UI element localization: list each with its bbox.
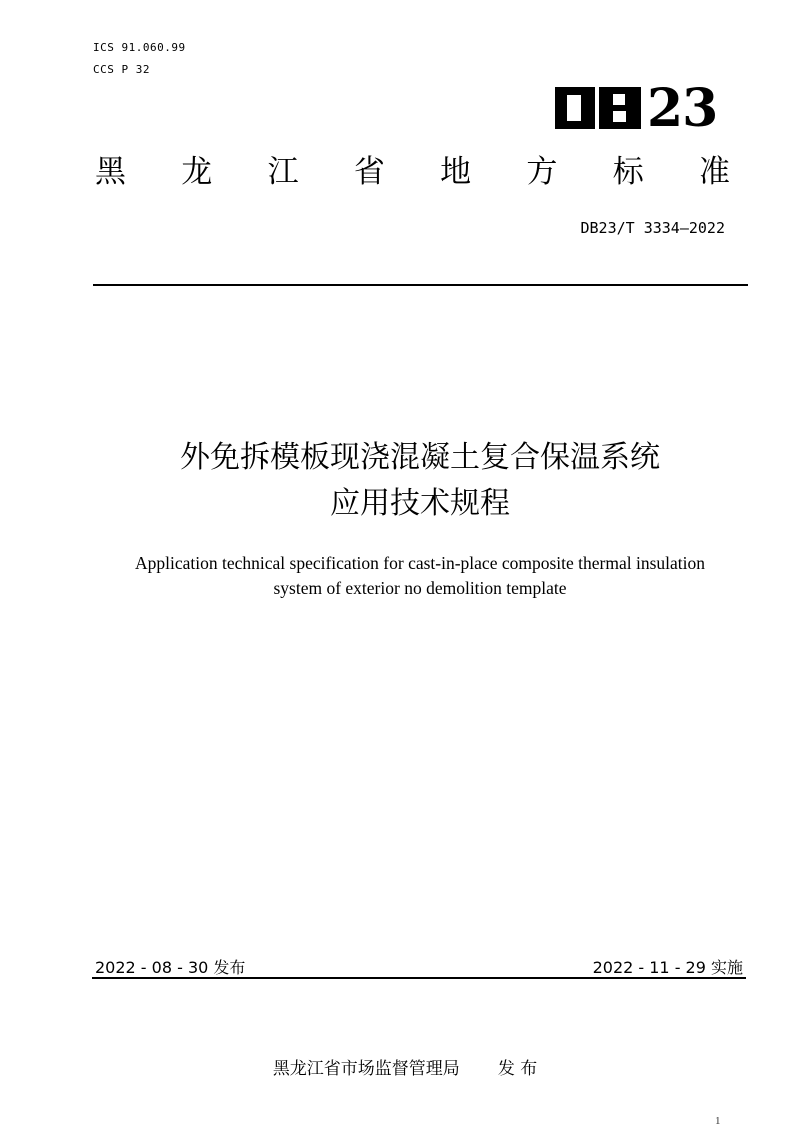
- db23-logo: [555, 78, 718, 139]
- logo-letter-b: [599, 87, 641, 129]
- org-title-char: 江: [267, 154, 299, 190]
- publisher-name: 黑龙江省市场监督管理局: [272, 1059, 460, 1079]
- org-title-char: 方: [526, 154, 558, 190]
- logo-letter-d: [555, 87, 595, 129]
- ccs-code: CCS P 32: [93, 63, 150, 76]
- title-cn-line1: 外免拆模板现浇混凝土复合保温系统: [180, 440, 660, 475]
- ics-code: ICS 91.060.99: [93, 41, 186, 54]
- page-number: 1: [715, 1115, 721, 1127]
- standard-number: DB23/T 3334—2022: [580, 219, 725, 237]
- logo-number: 23: [647, 78, 718, 139]
- org-title-char: 黑: [95, 154, 126, 190]
- org-title-char: 省: [353, 154, 385, 190]
- org-title-char: 地: [440, 154, 472, 190]
- org-title-char: 龙: [181, 154, 213, 190]
- title-en-line1: Application technical specification for cast-in-place composite thermal insulation: [134, 553, 705, 573]
- title-en-line2: system of exterior no demolition template: [273, 578, 567, 598]
- footer-divider: [92, 977, 746, 979]
- implement-date: 2022 - 11 - 29 实施: [592, 958, 743, 977]
- org-title-char: 标: [612, 154, 644, 190]
- publisher: [262, 1034, 537, 1079]
- org-title-char: 准: [698, 154, 730, 190]
- title-cn-line2: 应用技术规程: [330, 486, 510, 521]
- header-divider: [93, 284, 748, 286]
- org-title: [95, 150, 730, 194]
- issue-date: 2022 - 08 - 30 发布: [95, 958, 246, 977]
- publisher-action: 发 布: [497, 1059, 538, 1079]
